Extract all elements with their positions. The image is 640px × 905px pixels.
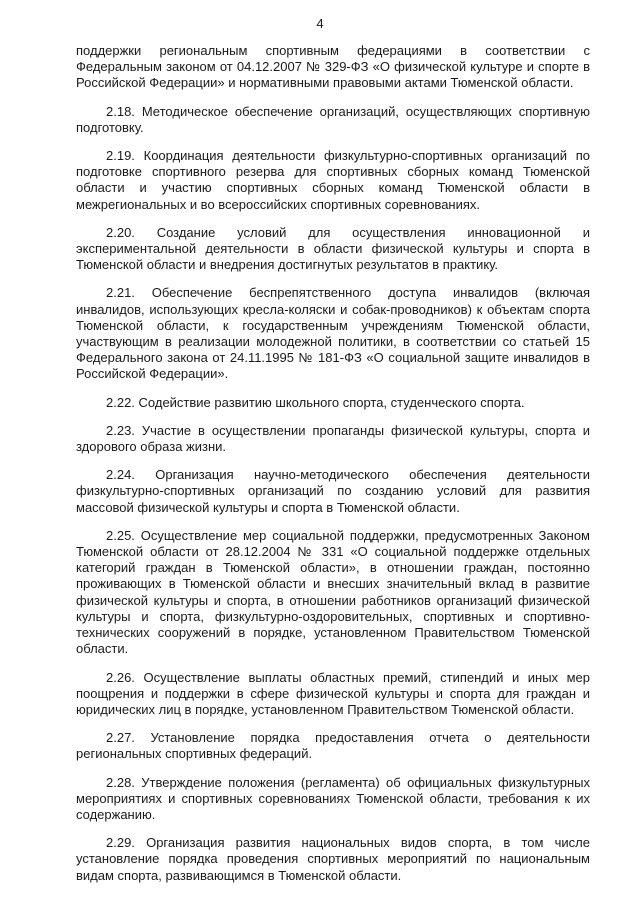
paragraph-2-24: 2.24. Организация научно-методического обеспечения деятельности физкультурно-спортивных организаций по созданию условий для развития массовой физической культуры и спорта в Тюменской области. bbox=[76, 467, 590, 515]
paragraph-2-27: 2.27. Установление порядка предоставления отчета о деятельности региональных спортивных федераций. bbox=[76, 730, 590, 762]
paragraph-2-25: 2.25. Осуществление мер социальной поддержки, предусмотренных Законом Тюменской области от 28.12.2004 № 331 «О социальной поддержке отдельных категорий граждан в Тюменской области», в отношении граждан, постоянно проживающих в Тюменской области и внесших значительный вклад в развитие физической культуры и спорта, в отношении работников организаций физической культуры и спорта, физкультурно-оздоровительных, спортивных и спортивно-технических сооружений в порядке, установленном Правительством Тюменской области. bbox=[76, 527, 590, 657]
paragraph-2-28: 2.28. Утверждение положения (регламента) об официальных физкультурных мероприятиях и спортивных соревнованиях Тюменской области, требования к их содержанию. bbox=[76, 774, 590, 822]
paragraph-2-22: 2.22. Содействие развитию школьного спорта, студенческого спорта. bbox=[106, 394, 525, 410]
paragraph-continuation: поддержки региональным спортивным федерациями в соответствии с Федеральным законом от 04.12.2007 № 329-ФЗ «О физической культуре и спорте в Российской Федерации» и нормативными правовыми актами Тюменской области. bbox=[76, 43, 590, 91]
page-number: 4 bbox=[316, 16, 324, 31]
document-body bbox=[76, 43, 590, 896]
paragraph-2-19: 2.19. Координация деятельности физкультурно-спортивных организаций по подготовке спортивного резерва для спортивных сборных команд Тюменской области и участию спортивных сборных команд Тюменской области в межрегиональных и во всероссийских спортивных соревнованиях. bbox=[76, 148, 590, 212]
paragraph-2-29: 2.29. Организация развития национальных видов спорта, в том числе установление порядка проведения спортивных мероприятий по национальным видам спорта, развивающимся в Тюменской области. bbox=[76, 835, 590, 883]
paragraph-2-21: 2.21. Обеспечение беспрепятственного доступа инвалидов (включая инвалидов, использующих кресла-коляски и собак-проводников) к объектам спорта Тюменской области, к государственным учреждениям Тюменской области, участвующим в реализации молодежной политики, в соответствии со статьей 15 Федерального закона от 24.11.1995 № 181-ФЗ «О социальной защите инвалидов в Российской Федерации». bbox=[76, 285, 590, 382]
paragraph-2-20: 2.20. Создание условий для осуществления инновационной и экспериментальной деятельности в области физической культуры и спорта в Тюменской области и внедрения достигнутых результатов в практику. bbox=[76, 224, 590, 273]
paragraph-2-18: 2.18. Методическое обеспечение организаций, осуществляющих спортивную подготовку. bbox=[76, 103, 590, 135]
paragraph-2-23: 2.23. Участие в осуществлении пропаганды физической культуры, спорта и здорового образа жизни. bbox=[76, 422, 590, 455]
paragraph-2-26: 2.26. Осуществление выплаты областных премий, стипендий и иных мер поощрения и поддержки в сфере физической культуры и спорта для граждан и юридических лиц в порядке, установленном Правительством Тюменской области. bbox=[76, 669, 590, 717]
